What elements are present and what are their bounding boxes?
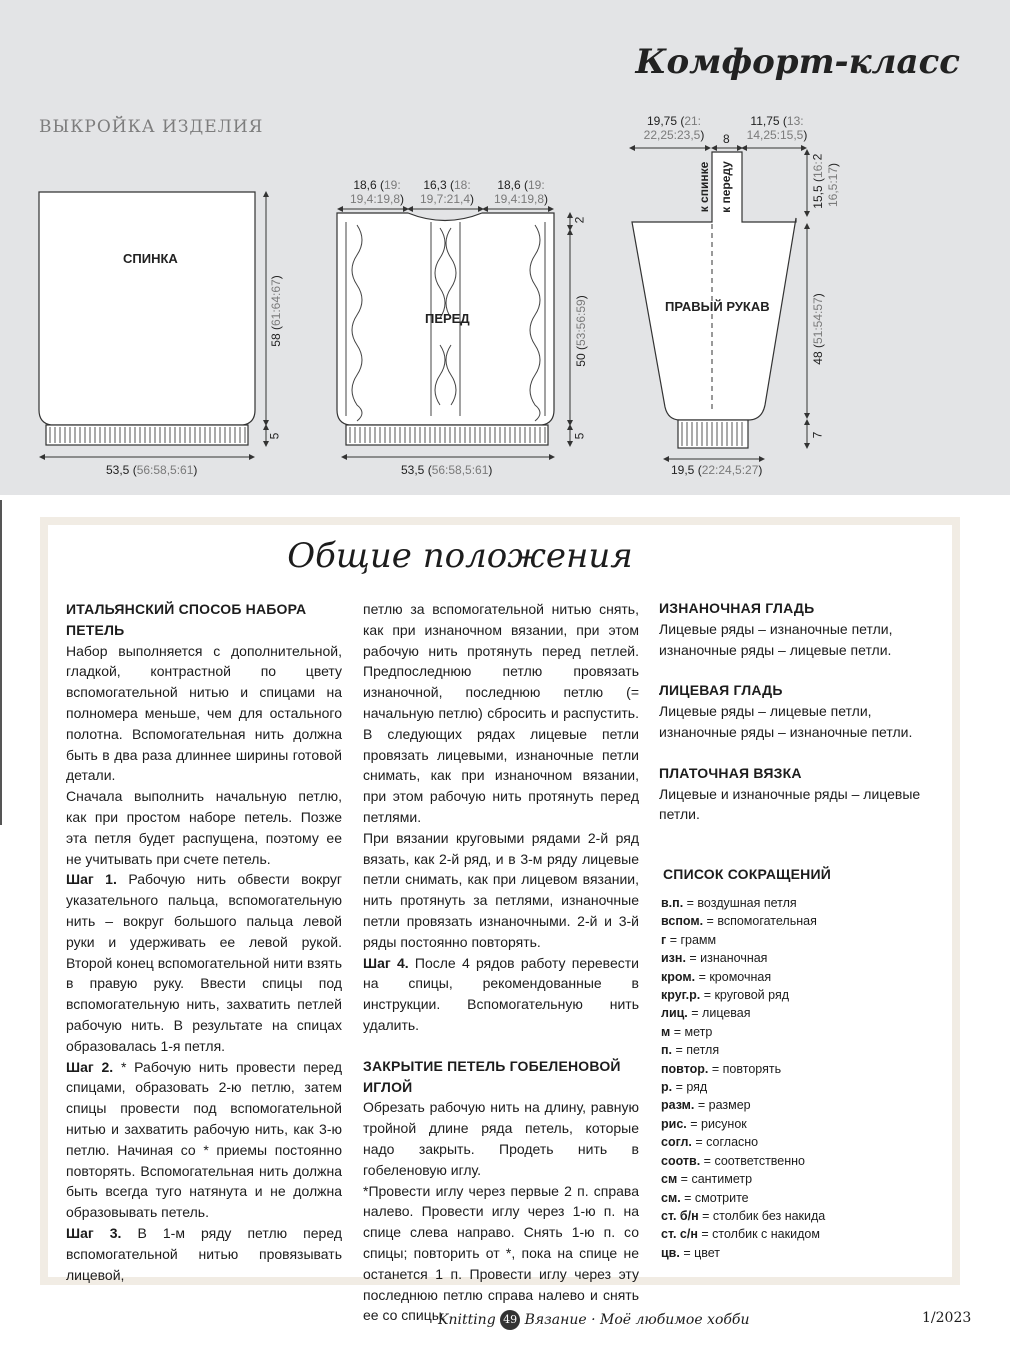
abbreviation-item (661, 1133, 825, 1151)
abbreviations-heading-wrap (663, 864, 933, 885)
abbreviation-term: ст. б/н (661, 1208, 699, 1223)
step-4: Шаг 4. После 4 рядов работу перевести на спицы, рекомендованные в инструкции. Вспомогательную нить удалить. (363, 954, 639, 1033)
heading-stockinette: ЛИЦЕВАЯ ГЛАДЬ (659, 682, 783, 699)
abbreviation-meaning: = лицевая (687, 1006, 751, 1021)
back-piece (39, 192, 255, 445)
abbreviation-meaning: = кромочная (695, 969, 772, 984)
pattern-title: ВЫКРОЙКА ИЗДЕЛИЯ (39, 117, 264, 137)
abbreviation-item (661, 1041, 825, 1059)
abbreviation-item (661, 986, 825, 1004)
front-top-right-label: 18,6 (19: 19,4:19,8) (493, 178, 549, 206)
paragraph: Сначала выполнить начальную петлю, как при простом наборе петель. Позже эта петля будет распущена, поэтому ее не учитывать при счете петель. (66, 788, 342, 867)
abbreviation-term: г (661, 932, 667, 947)
sleeve-top-left-label: 19,75 (21: 22,25:23,5) (643, 114, 705, 142)
paragraph: Лицевые ряды – изнаночные петли, изнаночные ряды – лицевые петли. (659, 620, 893, 658)
sleeve-label: ПРАВЫЙ РУКАВ (665, 299, 770, 314)
abbreviation-term: р. (661, 1080, 673, 1095)
abbreviation-term: п. (661, 1043, 673, 1058)
abbreviation-meaning: = петля (672, 1043, 720, 1058)
sleeve-ribbing-label: 7 (810, 431, 825, 439)
abbreviation-meaning: = рисунок (686, 1116, 747, 1131)
sleeve-cap2-label: 16,5:17) (826, 162, 840, 208)
paragraph: *Провести иглу через первые 2 п. справа налево. Провести иглу через 1-ю п. на спице слева направо. Снять 1-ю п. со спицы; повторить от *, пока на спице не останется 1 п. Провести иглу через эту последнюю петлю справа налево и снять ее со спицы. (363, 1182, 639, 1324)
paragraph: При вязании круговыми рядами 2-й ряд вязать, как 2-й ряд, и в 3-м ряду лицевые петли снимать, как при лицевом вязании, нить протянуть за петлями, изнаночные петли провязать изнаночными. 2-й и 3-й ряды постоянно повторять. (363, 829, 639, 950)
front-ribbing-label: 5 (572, 432, 587, 440)
sleeve-mid-label: 8 (723, 132, 730, 146)
abbreviation-term: повтор. (661, 1061, 709, 1076)
sleeve-height-label: 48 (51:54:57) (811, 293, 825, 365)
step-3: Шаг 3. В 1-м ряду петлю перед вспомогательной нитью провязывать лицевой, (66, 1224, 342, 1283)
abbreviation-meaning: = воздушная петля (683, 896, 797, 910)
abbreviation-meaning: = повторять (708, 1061, 782, 1076)
front-top-left-label: 18,6 (19: 19,4:19,8) (349, 178, 405, 206)
abbreviation-meaning: = столбик с накидом (697, 1227, 820, 1242)
abbreviation-item (661, 1060, 825, 1078)
abbreviation-item (661, 912, 825, 930)
paragraph: Лицевые и изнаночные ряды – лицевые петли. (659, 785, 921, 823)
sleeve-side-top-label: 2 (810, 153, 825, 161)
abbreviation-meaning: = соответственно (700, 1153, 806, 1168)
page-number: 49 (500, 1310, 520, 1330)
abbreviation-item (661, 931, 825, 949)
abbreviation-term: кром. (661, 969, 696, 984)
abbreviation-term: ст. с/н (661, 1227, 698, 1242)
heading-italian-cast-on: ИТАЛЬЯНСКИЙ СПОСОБ НАБОРА ПЕТЕЛЬ (66, 601, 307, 638)
back-width-label: 53,5 (56:58,5:61) (106, 463, 198, 477)
abbreviation-term: разм. (661, 1098, 695, 1113)
heading-garter-stitch: ПЛАТОЧНАЯ ВЯЗКА (659, 764, 802, 781)
abbreviation-item (661, 1152, 825, 1170)
abbreviation-item (661, 1225, 825, 1243)
abbreviation-term: лиц. (661, 1006, 688, 1021)
step-1: Шаг 1. Рабочую нить обвести вокруг указательного пальца, вспомогательную нить – вокруг большого пальца левой руки и удерживать ее левой рукой. Второй конец вспомогательной нити взять в правую руку. Ввести спицы под вспомогательную нить, захватить петлей рабочую нить. В результате на спицах образовалась 1-я петля. (66, 871, 342, 1054)
heading-tapestry-bind-off: ЗАКРЫТИЕ ПЕТЕЛЬ ГОБЕЛЕНОВОЙ ИГЛОЙ (363, 1057, 621, 1095)
sleeve-width-label: 19,5 (22:24,5:27) (671, 463, 763, 477)
abbreviation-term: вспом. (661, 914, 704, 929)
heading-reverse-stockinette: ИЗНАНОЧНАЯ ГЛАДЬ (659, 600, 815, 616)
issue-number: 1/2023 (922, 1310, 972, 1326)
page-footer (0, 1308, 1010, 1332)
sleeve-top-right-label: 11,75 (13: 14,25:15,5) (746, 114, 808, 142)
knitting-label: Knitting (438, 1312, 496, 1328)
brand-title: Комфорт-класс (635, 42, 960, 82)
abbreviation-meaning: = сантиметр (677, 1172, 753, 1187)
abbreviation-item (661, 1023, 825, 1041)
front-piece (337, 213, 554, 445)
abbreviation-item (661, 949, 825, 967)
front-width-label: 53,5 (56:58,5:61) (401, 463, 493, 477)
column-3 (659, 598, 929, 825)
abbreviation-meaning: = метр (670, 1024, 713, 1039)
heading-abbreviations: СПИСОК СОКРАЩЕНИЙ (663, 866, 831, 882)
abbreviation-meaning: = вспомогательная (703, 914, 817, 929)
abbreviation-item (661, 1115, 825, 1133)
front-height-label: 50 (53:56:59) (574, 295, 588, 367)
front-neck-label: 2 (572, 216, 587, 224)
paragraph: Набор выполняется с дополнительной, гладкой, контрастной по цвету вспомогательной нитью и спицами на полномера меньше, чем для остального полотна. Вспомогательная нить должна быть в два раза длиннее ширины готовой детали. (66, 642, 342, 784)
abbreviation-term: соотв. (661, 1153, 701, 1168)
abbreviation-meaning: = согласно (691, 1135, 759, 1150)
back-label: СПИНКА (123, 251, 178, 266)
abbreviation-term: изн. (661, 951, 686, 966)
abbreviation-meaning: = смотрите (680, 1190, 749, 1205)
garment-schematic (0, 0, 1010, 495)
abbreviation-term: согл. (661, 1135, 692, 1150)
abbreviation-meaning: = цвет (679, 1245, 721, 1260)
abbreviation-term: цв. (661, 1245, 680, 1260)
abbreviation-item (661, 1170, 825, 1188)
abbreviation-term: круг.р. (661, 988, 701, 1003)
abbreviation-item (661, 894, 825, 912)
abbreviation-term: см (661, 1172, 678, 1187)
abbreviation-meaning: = изнаночная (685, 951, 768, 966)
abbreviation-meaning: = столбик без накида (698, 1208, 826, 1223)
paragraph: Лицевые ряды – лицевые петли, изнаночные ряды – изнаночные петли. (659, 703, 913, 740)
sleeve-to-front-label: к переду (719, 161, 733, 213)
abbreviation-item (661, 968, 825, 986)
sleeve-to-back-label: к спинке (697, 161, 711, 213)
abbreviation-meaning: = грамм (666, 932, 717, 947)
abbreviation-meaning: = ряд (672, 1080, 708, 1095)
front-top-mid-label: 16,3 (18: 19,7:21,4) (419, 178, 475, 206)
sleeve-cap-label: 15,5 (16: (811, 161, 825, 209)
column-1 (66, 599, 342, 1285)
abbreviation-term: рис. (661, 1116, 687, 1131)
magazine-title: Вязание · Моё любимое хобби (520, 1312, 750, 1328)
step-2: Шаг 2. * Рабочую нить провести перед спицами, образовать 2-ю петлю, затем спицы провести под вспомогательной нитью и захватить рабочую нить, как 3-ю петлю. Начиная со * приемы постоянно повторять. Вспомогательная нить должна быть всегда туго натянута и не должна образовывать петель. (66, 1058, 342, 1221)
front-label: ПЕРЕД (425, 311, 470, 326)
abbreviation-item (661, 1004, 825, 1022)
abbreviation-item (661, 1096, 825, 1114)
abbreviation-item (661, 1244, 825, 1262)
abbreviation-term: м (661, 1024, 671, 1039)
paragraph: петлю за вспомогательной нитью снять, как при изнаночном вязании, при этом рабочую нить протянуть перед петлей. Предпоследнюю петлю провязать изнаночной, последнюю петлю (= начальную петлю) сбросить и распустить. В следующих рядах лицевые петли провязать лицевыми, изнаночные петли снимать, как при изнаночном вязании, при этом рабочую нить протянуть перед петлями. (363, 601, 639, 825)
abbreviations-list (661, 894, 825, 1262)
abbreviation-term: см. (661, 1190, 681, 1205)
abbreviation-item (661, 1189, 825, 1207)
abbreviation-meaning: = круговой ряд (700, 988, 790, 1003)
abbreviation-term: в.п. (661, 896, 684, 910)
back-height-label: 58 (61:64:67) (269, 275, 283, 347)
column-2 (363, 599, 639, 1326)
back-ribbing-label: 5 (267, 432, 282, 440)
abbreviation-item (661, 1207, 825, 1225)
abbreviation-item (661, 1078, 825, 1096)
magazine-name (438, 1310, 750, 1330)
paragraph: Обрезать рабочую нить на длину, равную тройной длине ряда петель, которые надо закрыть. Продеть нить в гобеленовую иглу. (363, 1099, 639, 1178)
abbreviation-meaning: = размер (694, 1098, 751, 1113)
section-title: Общие положения (287, 536, 633, 576)
